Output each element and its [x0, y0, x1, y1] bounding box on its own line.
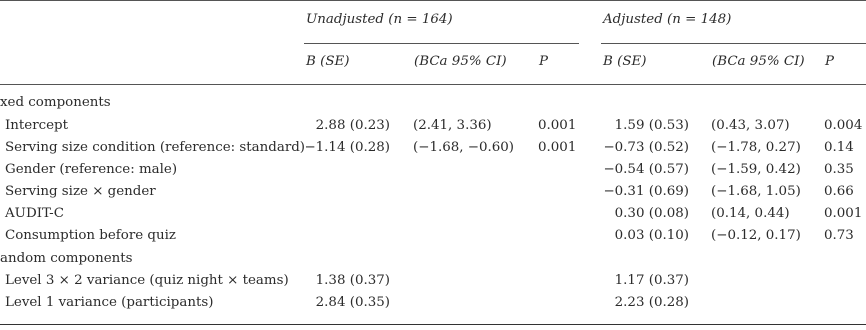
col-header-ci-unadjusted: (BCa 95% CI)	[414, 54, 507, 69]
adjusted-ci: (−0.12, 0.17)	[711, 228, 801, 243]
row-label: Serving size × gender	[5, 184, 156, 199]
adjusted-p: 0.14	[824, 140, 854, 155]
adjusted-ci: (0.43, 3.07)	[711, 118, 790, 133]
adjusted-p: 0.001	[824, 206, 863, 221]
col-header-p-adjusted: P	[825, 54, 835, 69]
unadjusted-b: 2.84 (0.35)	[315, 295, 390, 310]
col-header-b-adjusted: B (SE)	[603, 54, 647, 69]
adjusted-p: 0.35	[824, 162, 854, 177]
adjusted-b: −0.54 (0.57)	[603, 162, 689, 177]
adjusted-p: 0.73	[824, 228, 854, 243]
unadjusted-p: 0.001	[538, 140, 577, 155]
row-label: AUDIT-C	[5, 206, 64, 221]
adjusted-p: 0.66	[824, 184, 854, 199]
adjusted-underline	[601, 43, 866, 44]
adjusted-b: 1.17 (0.37)	[614, 273, 689, 288]
unadjusted-underline	[304, 43, 579, 44]
top-rule	[0, 0, 866, 1]
section-random-components: andom components	[0, 251, 133, 266]
unadjusted-p: 0.001	[538, 118, 577, 133]
adjusted-b: −0.73 (0.52)	[603, 140, 689, 155]
adjusted-ci: (−1.68, 1.05)	[711, 184, 801, 199]
row-label: Serving size condition (reference: standard)	[5, 140, 306, 155]
unadjusted-header: Unadjusted (n = 164)	[306, 12, 453, 27]
col-header-p-unadjusted: P	[539, 54, 549, 69]
adjusted-b: 2.23 (0.28)	[614, 295, 689, 310]
col-header-ci-adjusted: (BCa 95% CI)	[712, 54, 805, 69]
adjusted-ci: (−1.59, 0.42)	[711, 162, 801, 177]
adjusted-b: −0.31 (0.69)	[603, 184, 689, 199]
adjusted-ci: (−1.78, 0.27)	[711, 140, 801, 155]
row-label: Intercept	[5, 118, 68, 133]
unadjusted-ci: (2.41, 3.36)	[413, 118, 492, 133]
bottom-rule	[0, 324, 866, 325]
col-header-b-unadjusted: B (SE)	[306, 54, 350, 69]
adjusted-b: 0.30 (0.08)	[614, 206, 689, 221]
row-label: Level 1 variance (participants)	[5, 295, 214, 310]
unadjusted-b: 2.88 (0.23)	[315, 118, 390, 133]
unadjusted-b: 1.38 (0.37)	[315, 273, 390, 288]
unadjusted-ci: (−1.68, −0.60)	[413, 140, 515, 155]
adjusted-b: 0.03 (0.10)	[614, 228, 689, 243]
adjusted-header: Adjusted (n = 148)	[603, 12, 732, 27]
row-label: Gender (reference: male)	[5, 162, 178, 177]
header-rule	[0, 84, 866, 85]
section-fixed-components: xed components	[0, 95, 111, 110]
row-label: Level 3 × 2 variance (quiz night × teams)	[5, 273, 289, 288]
adjusted-b: 1.59 (0.53)	[614, 118, 689, 133]
unadjusted-b: −1.14 (0.28)	[304, 140, 390, 155]
adjusted-p: 0.004	[824, 118, 863, 133]
adjusted-ci: (0.14, 0.44)	[711, 206, 790, 221]
row-label: Consumption before quiz	[5, 228, 176, 243]
